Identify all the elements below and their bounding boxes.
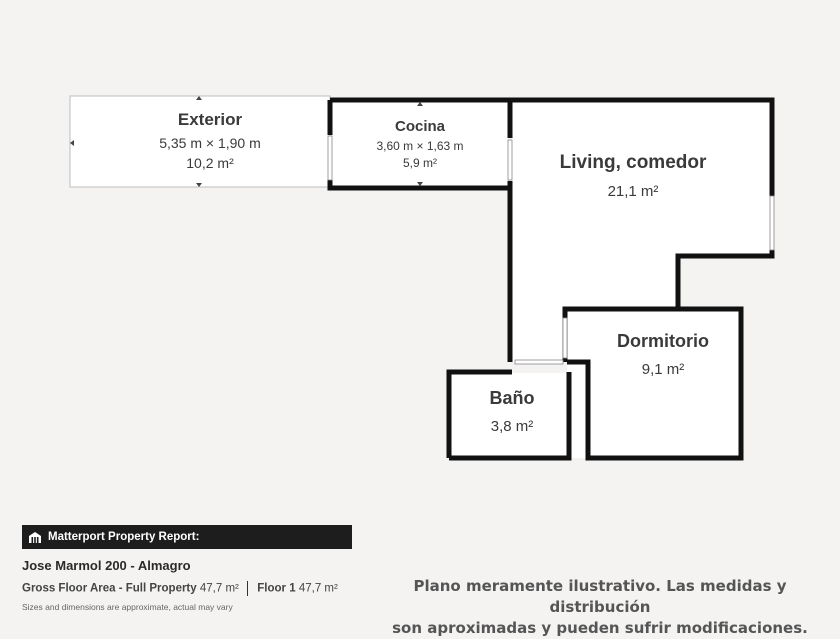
bano-name: Baño xyxy=(489,388,535,408)
disclaimer-line-1: Plano meramente ilustrativo. Las medidas y distribución xyxy=(413,577,787,616)
disclaimer-line-2: son aproximadas y pueden sufrir modificaciones. xyxy=(392,619,808,637)
floor-area-value: 47,7 m² xyxy=(298,582,338,595)
room-exterior[interactable] xyxy=(70,96,330,187)
floor-area-summary xyxy=(22,581,352,596)
floor-label: Floor 1 xyxy=(257,582,296,595)
bano-area: 3,8 m² xyxy=(490,418,534,435)
gross-area-value: 47,7 m² xyxy=(199,582,239,595)
cocina-area: 5,9 m² xyxy=(402,156,438,170)
report-header xyxy=(22,525,352,549)
cocina-dimensions: 3,60 m × 1,63 m xyxy=(376,139,464,153)
property-address: Jose Marmol 200 - Almagro xyxy=(22,558,191,573)
exterior-area: 10,2 m² xyxy=(186,155,234,171)
building-icon xyxy=(28,530,42,544)
divider xyxy=(247,581,248,596)
approximation-note: Sizes and dimensions are approximate, actual may vary xyxy=(22,602,233,612)
property-report xyxy=(22,525,352,612)
dormitorio-name: Dormitorio xyxy=(617,331,709,351)
living-area: 21,1 m² xyxy=(607,183,659,200)
report-header-label: Matterport Property Report: xyxy=(48,531,200,543)
cocina-name: Cocina xyxy=(394,118,446,135)
dormitorio-area: 9,1 m² xyxy=(641,361,685,378)
exterior-name: Exterior xyxy=(177,110,243,129)
exterior-dimensions: 5,35 m × 1,90 m xyxy=(159,135,261,151)
living-name: Living, comedor xyxy=(559,152,707,173)
gross-area-label: Gross Floor Area - Full Property xyxy=(22,582,197,595)
